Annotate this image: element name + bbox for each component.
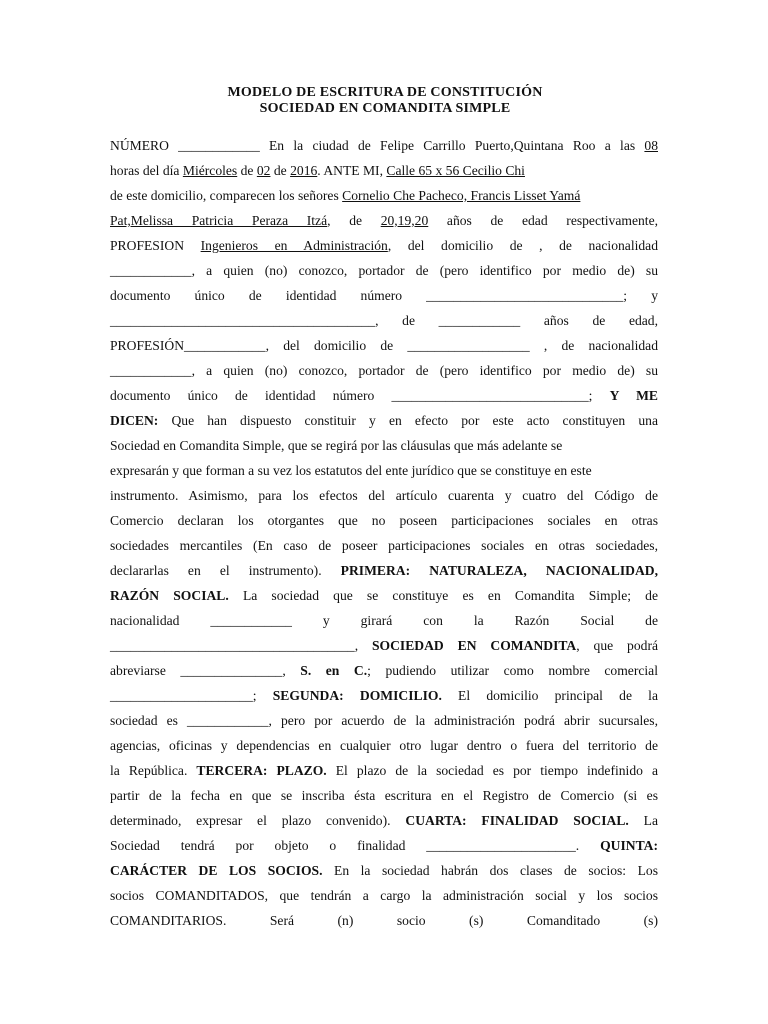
body-line <box>110 661 658 680</box>
filled-field-text: 08 <box>644 138 658 153</box>
body-line <box>110 586 658 605</box>
body-text: documento único de identidad número _____________________________; y <box>110 288 658 303</box>
bold-text: SOCIEDAD EN COMANDITA <box>371 638 577 653</box>
body-text: partir de la fecha en que se inscriba ésta escritura en el Registro de Comercio (si es <box>110 788 658 803</box>
body-text: _______________________________________, de ____________ años de edad, <box>110 313 658 328</box>
body-text: , que podrá <box>576 638 659 653</box>
body-text: socios COMANDITADOS, que tendrán a cargo la administración social y los socios <box>110 888 658 903</box>
body-line <box>110 161 658 180</box>
filled-field-text: 02 <box>256 163 271 178</box>
body-text: Sociedad en Comandita Simple, que se regirá por las cláusulas que más adelante se <box>110 438 563 453</box>
body-line <box>110 886 658 905</box>
bold-text: Y ME <box>609 388 658 403</box>
body-line <box>110 686 658 705</box>
body-text: sociedad es ____________, pero por acuerdo de la administración podrá abrir sucursales, <box>110 713 658 728</box>
body-line <box>110 361 658 380</box>
body-line <box>110 636 658 655</box>
body-line <box>110 736 658 755</box>
body-line <box>110 511 658 530</box>
body-text: agencias, oficinas y dependencias en cualquier otro lugar dentro o fuera del territorio de <box>110 738 658 753</box>
bold-text: DICEN: <box>110 413 159 428</box>
filled-field-text: Cornelio Che Pacheco, Francis Lisset Yamá <box>342 188 581 203</box>
body-line <box>110 336 658 355</box>
body-text: El plazo de la sociedad es por tiempo indefinido a <box>326 763 659 778</box>
bold-text: PRIMERA: NATURALEZA, NACIONALIDAD, <box>340 563 659 578</box>
body-text: COMANDITARIOS. Será (n) socio (s) Comanditado (s) <box>110 913 658 928</box>
bold-text: CUARTA: FINALIDAD SOCIAL. <box>405 813 629 828</box>
bold-text: TERCERA: PLAZO. <box>196 763 327 778</box>
body-text: El domicilio principal de la <box>441 688 658 703</box>
body-line <box>110 911 658 930</box>
body-line <box>110 461 658 480</box>
body-line <box>110 211 658 230</box>
body-line <box>110 861 658 880</box>
body-line <box>110 811 658 830</box>
body-text: ____________, a quien (no) conozco, portador de (pero identifico por medio de) su <box>110 363 658 378</box>
body-line <box>110 186 658 205</box>
body-text: _____________________; <box>110 688 273 703</box>
body-text: determinado, expresar el plazo convenido). <box>110 813 406 828</box>
body-line <box>110 761 658 780</box>
body-text: años de edad respectivamente, <box>428 213 659 228</box>
body-text: de <box>237 163 257 178</box>
filled-field-text: 20,19,20 <box>380 213 429 228</box>
body-text: PROFESION <box>110 238 201 253</box>
body-line <box>110 236 658 255</box>
bold-text: QUINTA: <box>600 838 658 853</box>
body-line <box>110 536 658 555</box>
filled-field-text: Pat,Melissa Patricia Peraza Itzá <box>110 213 328 228</box>
filled-field-text: Miércoles <box>182 163 238 178</box>
body-text: horas del día <box>110 163 183 178</box>
body-text: abreviarse _______________, <box>110 663 301 678</box>
body-line <box>110 311 658 330</box>
body-text: documento único de identidad número _____________________________; <box>110 388 610 403</box>
body-text: . ANTE MI, <box>317 163 387 178</box>
body-text: expresarán y que forman a su vez los estatutos del ente jurídico que se constituye en este <box>110 463 592 478</box>
body-text: Comercio declaran los otorgantes que no poseen participaciones sociales en otras <box>110 513 658 528</box>
body-text: declararlas en el instrumento). <box>110 563 341 578</box>
body-text: sociedades mercantiles (En caso de poseer participaciones sociales en otras sociedades, <box>110 538 658 553</box>
filled-field-text: Calle 65 x 56 Cecilio Chi <box>386 163 525 178</box>
body-line <box>110 286 658 305</box>
body-text: , de <box>327 213 381 228</box>
document-title: MODELO DE ESCRITURA DE CONSTITUCIÓN <box>227 85 543 100</box>
body-text: ____________, a quien (no) conozco, portador de (pero identifico por medio de) su <box>110 263 658 278</box>
body-line <box>110 711 658 730</box>
body-line <box>110 136 658 155</box>
body-line <box>110 786 658 805</box>
filled-field-text: Ingenieros en Administración <box>200 238 388 253</box>
body-text: , del domicilio de , de nacionalidad <box>387 238 658 253</box>
body-text: ; pudiendo utilizar como nombre comercial <box>367 663 658 678</box>
body-line <box>110 386 658 405</box>
body-text: Sociedad tendrá por objeto o finalidad ______________________. <box>110 838 601 853</box>
bold-text: CARÁCTER DE LOS SOCIOS. <box>110 863 323 878</box>
body-line <box>110 561 658 580</box>
body-line <box>110 411 658 430</box>
bold-text: S. en C. <box>300 663 368 678</box>
body-text: Que han dispuesto constituir y en efecto por este acto constituyen una <box>158 413 658 428</box>
body-text: nacionalidad ____________ y girará con la Razón Social de <box>110 613 658 628</box>
bold-text: SEGUNDA: DOMICILIO. <box>272 688 442 703</box>
body-text: En la sociedad habrán dos clases de socios: Los <box>322 863 658 878</box>
body-text: PROFESIÓN____________, del domicilio de __________________ , de nacionalidad <box>110 338 658 353</box>
body-text: ____________________________________, <box>110 638 372 653</box>
body-text: NÚMERO ____________ En la ciudad de Felipe Carrillo Puerto,Quintana Roo a las <box>110 138 645 153</box>
body-text: la República. <box>110 763 197 778</box>
bold-text: RAZÓN SOCIAL. <box>110 588 229 603</box>
body-text: La sociedad que se constituye es en Comandita Simple; de <box>228 588 659 603</box>
body-text: instrumento. Asimismo, para los efectos del artículo cuarenta y cuatro del Código de <box>110 488 658 503</box>
body-text: de <box>270 163 291 178</box>
filled-field-text: 2016 <box>290 163 318 178</box>
body-line <box>110 611 658 630</box>
body-line <box>110 436 658 455</box>
body-line <box>110 261 658 280</box>
document-subtitle: SOCIEDAD EN COMANDITA SIMPLE <box>259 101 511 116</box>
body-line <box>110 486 658 505</box>
body-text: La <box>628 813 658 828</box>
body-line <box>110 836 658 855</box>
body-text: de este domicilio, comparecen los señores <box>110 188 343 203</box>
